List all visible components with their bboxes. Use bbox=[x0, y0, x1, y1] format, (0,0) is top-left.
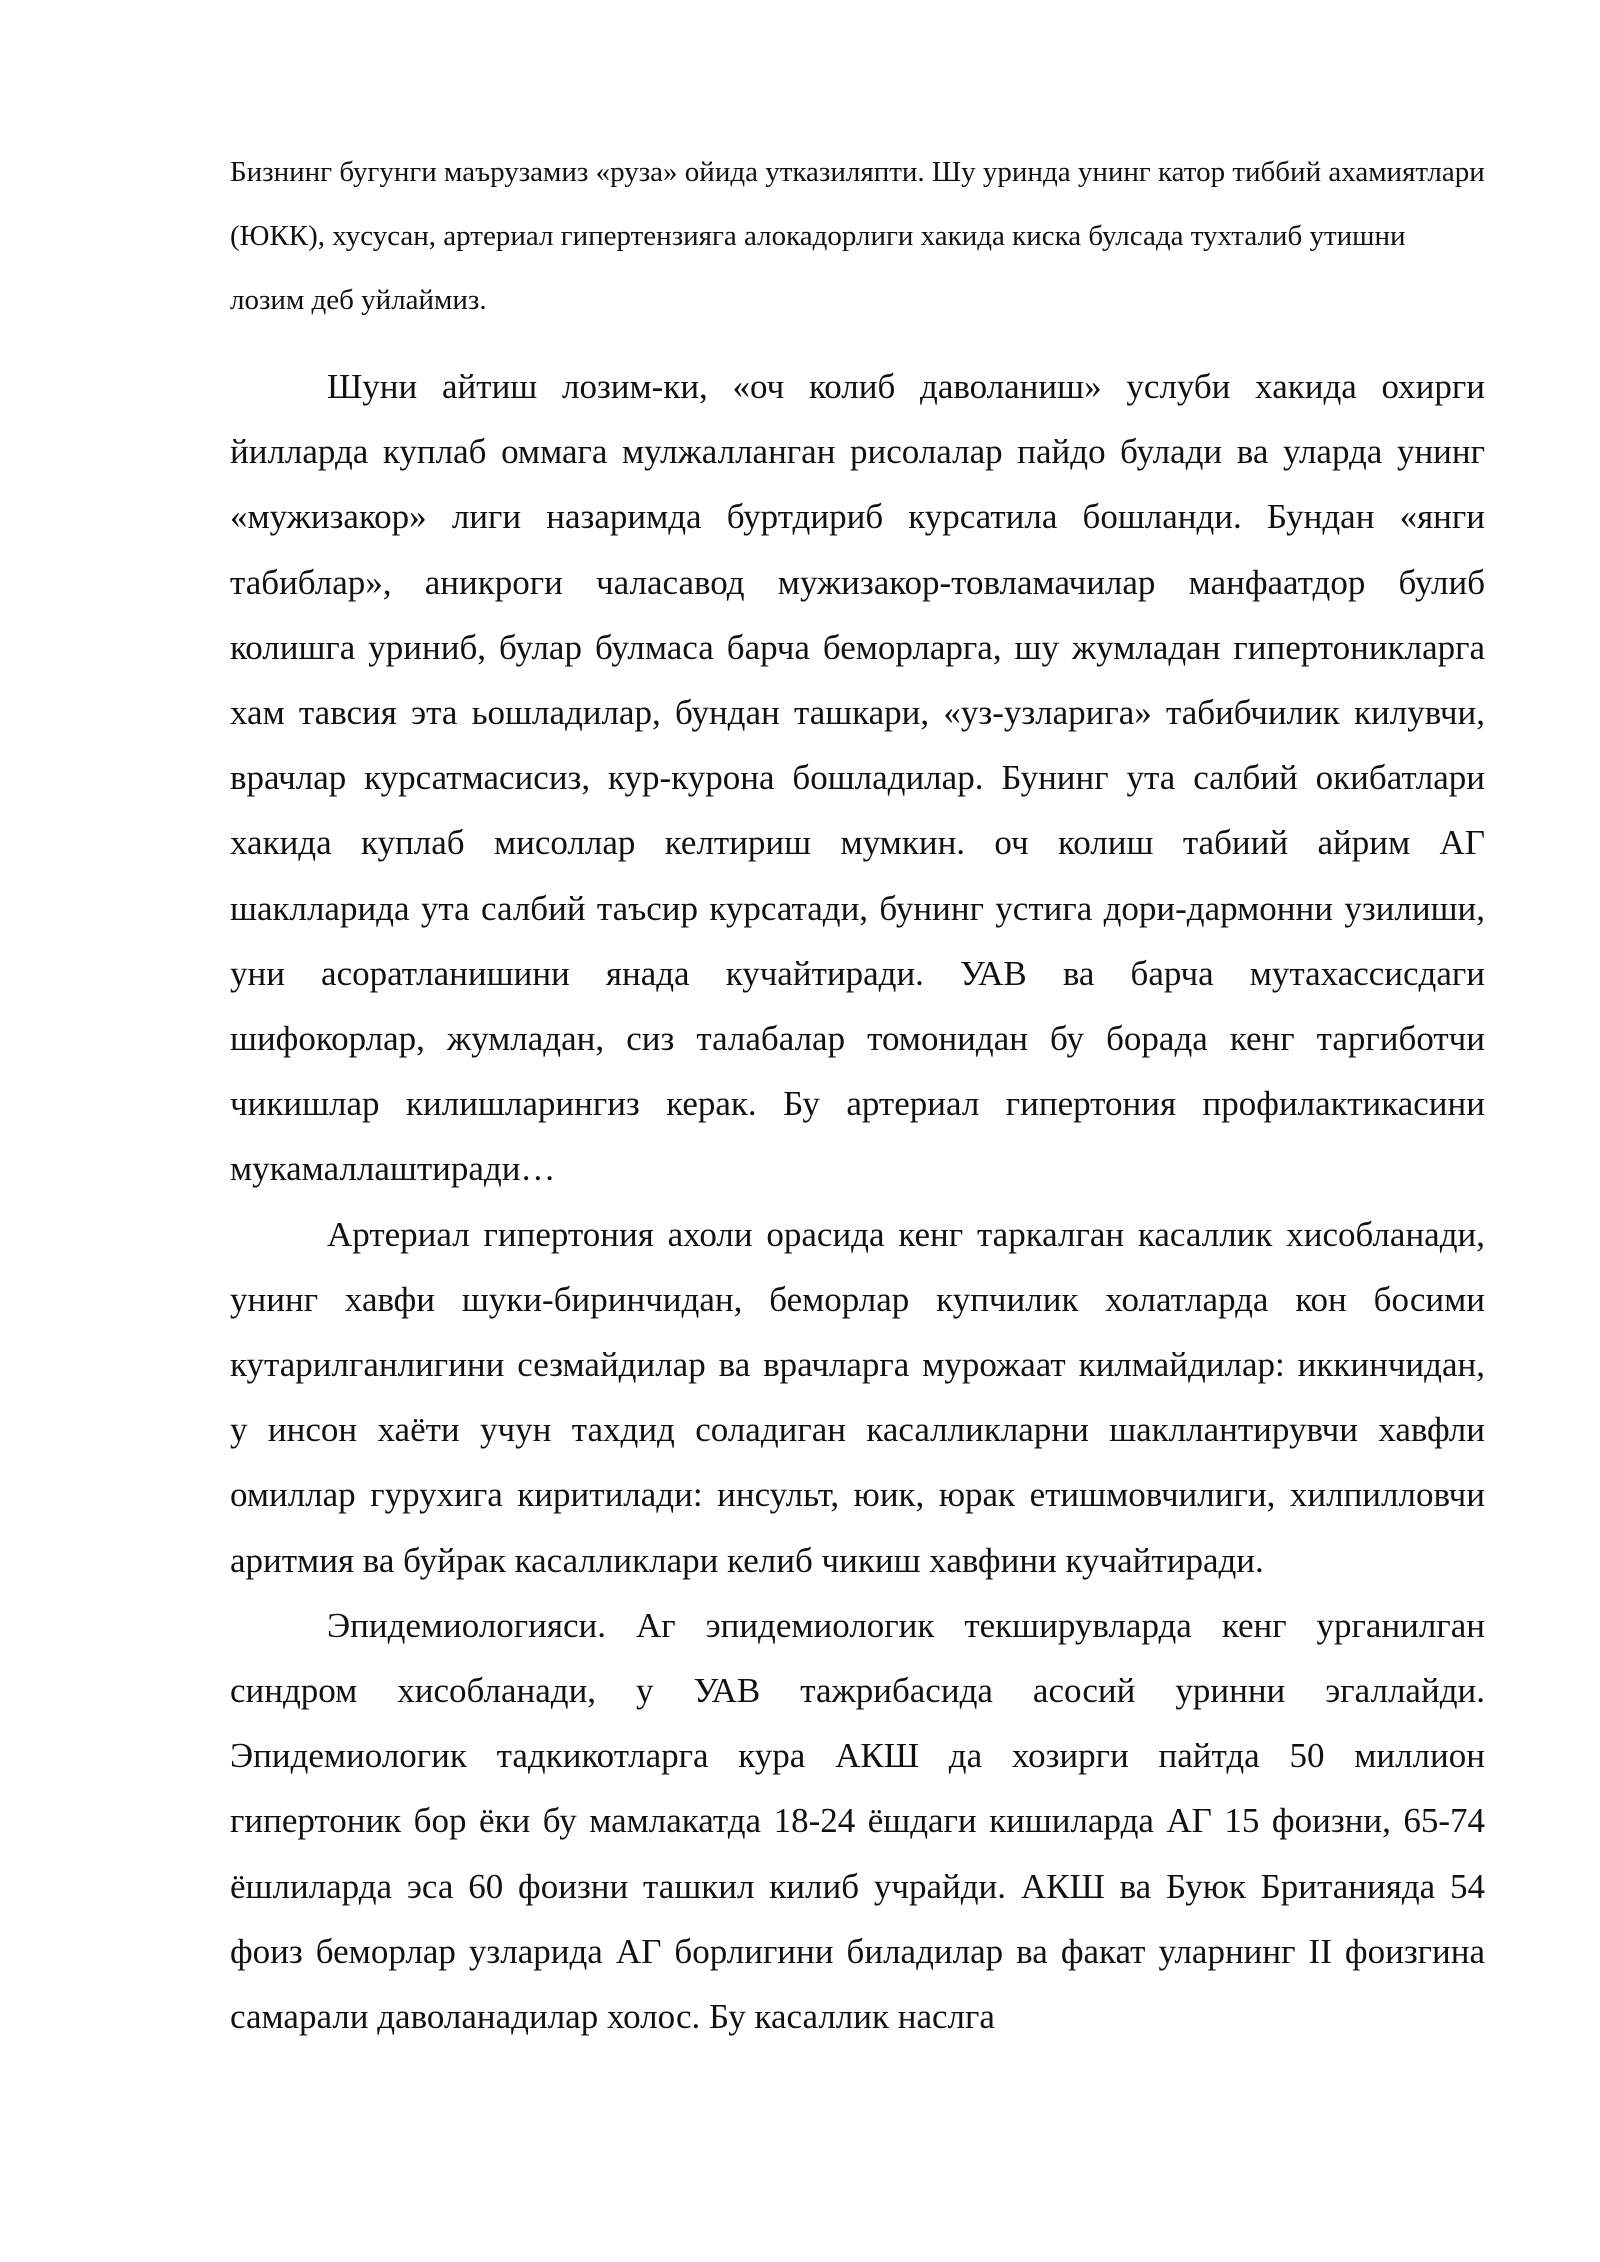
document-page bbox=[230, 140, 1485, 2049]
intro-paragraph: Бизнинг бугунги маърузамиз «руза» ойида утказиляпти. Шу уринда унинг катор тиббий ахамиятлари (ЮКК), хусусан, артериал гипертензияга алокадорлиги хакида киска булсада тухталиб утишни лозим деб уйлаймиз. bbox=[230, 156, 1485, 316]
body-paragraph: Шуни айтиш лозим-ки, «оч колиб даволаниш» услуби хакида охирги йилларда куплаб оммага мулжалланган рисолалар пайдо булади ва уларда унинг «мужизакор» лиги назаримда буртдириб курсатила бошланди. Бундан «янги табиблар», аникроги чаласавод мужизакор-товламачилар манфаатдор булиб колишга уриниб, булар булмаса барча беморларга, шу жумладан гипертоникларга хам тавсия эта ьошладилар, бундан ташкари, «уз-узларига» табибчилик килувчи, врачлар курсатмасисиз, кур-курона бошладилар. Бунинг ута салбий окибатлари хакида куплаб мисоллар келтириш мумкин. оч колиш табиий айрим АГ шаклларида ута салбий таъсир курсатади, бунинг устига дори-дармонни узилиши, уни асоратланишини янада кучайтиради. УАВ ва барча мутахассисдаги шифокорлар, жумладан, сиз талабалар томонидан бу борада кенг таргиботчи чикишлар килишларингиз керак. Бу артериал гипертония профилактикасини мукамаллаштиради… bbox=[230, 367, 1485, 1189]
body-paragraph: Эпидемиологияси. Аг эпидемиологик текширувларда кенг урганилган синдром хисобланади, у УАВ тажрибасида асосий уринни эгаллайди. Эпидемиологик тадкикотларга кура АКШ да хозирги пайтда 50 миллион гипертоник бор ёки бу мамлакатда 18-24 ёшдаги кишиларда АГ 15 фоизни, 65-74 ёшлиларда эса 60 фоизни ташкил килиб учрайди. АКШ ва Буюк Британияда 54 фоиз беморлар узларида АГ борлигини биладилар ва факат уларнинг II фоизгина самарали даволанадилар холос. Бу касаллик наслга bbox=[230, 1605, 1485, 2037]
body-paragraph: Артериал гипертония ахоли орасида кенг таркалган касаллик хисобланади, унинг хавфи шуки-биринчидан, беморлар купчилик холатларда кон босими кутарилганлигини сезмайдилар ва врачларга мурожаат килмайдилар: иккинчидан, у инсон хаёти учун тахдид соладиган касалликларни шакллантирувчи хавфли омиллар гурухига киритилади: инсульт, юик, юрак етишмовчилиги, хилпилловчи аритмия ва буйрак касалликлари келиб чикиш хавфини кучайтиради. bbox=[230, 1214, 1485, 1580]
